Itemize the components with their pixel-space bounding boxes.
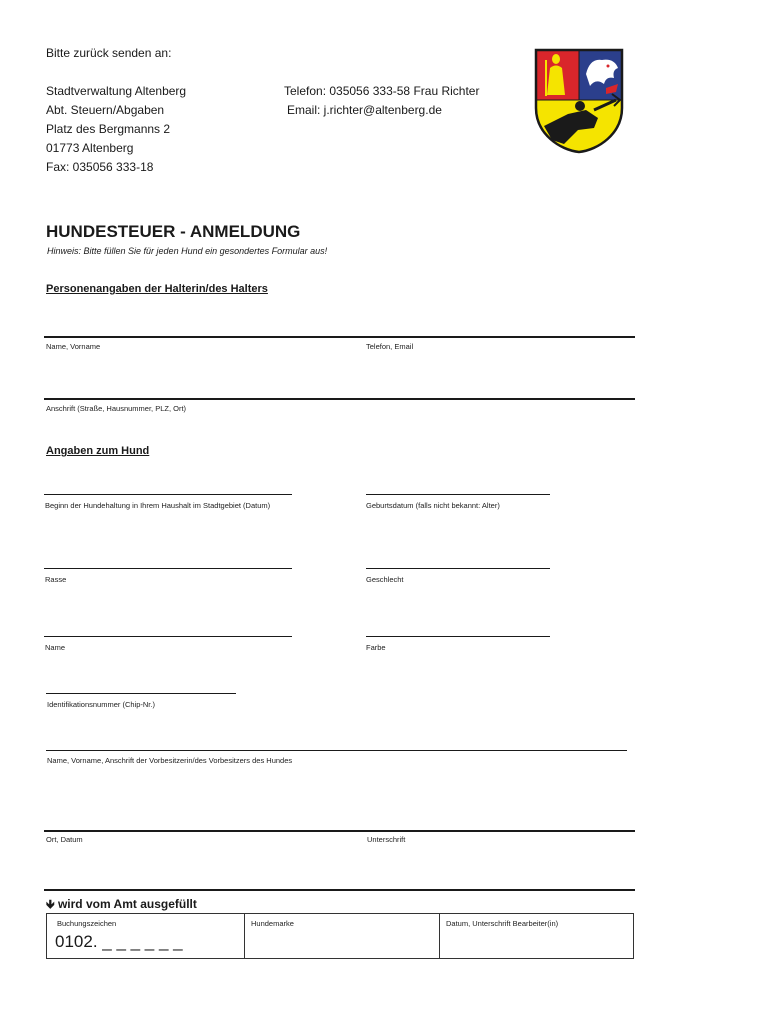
address-line: Platz des Bergmanns 2 bbox=[46, 122, 171, 136]
dog-breed-line[interactable] bbox=[44, 568, 292, 569]
booking-value: 0102. _ _ _ _ _ _ bbox=[55, 932, 183, 951]
dog-section-heading: Angaben zum Hund bbox=[46, 445, 150, 457]
previous-owner-line[interactable] bbox=[46, 750, 627, 751]
dog-breed-label: Rasse bbox=[45, 575, 67, 584]
owner-section-heading: Personenangaben der Halterin/des Halters bbox=[46, 283, 268, 295]
coat-of-arms-icon bbox=[534, 48, 624, 154]
booking-label: Buchungszeichen bbox=[57, 919, 117, 928]
arrow-down-icon: 🡻 bbox=[46, 897, 55, 911]
dog-birth-label: Geburtsdatum (falls nicht bekannt: Alter) bbox=[366, 501, 500, 510]
dog-color-line[interactable] bbox=[366, 636, 550, 637]
return-label: Bitte zurück senden an: bbox=[46, 46, 172, 60]
dog-start-line[interactable] bbox=[44, 494, 292, 495]
dog-sex-line[interactable] bbox=[366, 568, 550, 569]
signature-line[interactable] bbox=[44, 830, 635, 832]
dog-chip-label: Identifikationsnummer (Chip-Nr.) bbox=[47, 700, 155, 709]
contact-info bbox=[284, 82, 479, 120]
dog-chip-line[interactable] bbox=[46, 693, 236, 694]
dog-color-label: Farbe bbox=[366, 643, 386, 652]
address-line: Abt. Steuern/Abgaben bbox=[46, 103, 165, 117]
dog-tag-label: Hundemarke bbox=[251, 919, 294, 928]
owner-address-label: Anschrift (Straße, Hausnummer, PLZ, Ort) bbox=[46, 404, 187, 413]
contact-phone: Telefon: 035056 333-58 Frau Richter bbox=[284, 84, 480, 98]
address-line: Stadtverwaltung Altenberg bbox=[46, 84, 187, 98]
signature-label: Unterschrift bbox=[367, 835, 406, 844]
address-line: 01773 Altenberg bbox=[46, 141, 134, 155]
booking-cell bbox=[46, 913, 245, 959]
address-line: Fax: 035056 333-18 bbox=[46, 160, 154, 174]
clerk-cell bbox=[439, 913, 634, 959]
owner-address-line[interactable] bbox=[44, 398, 635, 400]
dog-name-label: Name bbox=[45, 643, 66, 652]
dog-birth-line[interactable] bbox=[366, 494, 550, 495]
place-date-label: Ort, Datum bbox=[46, 835, 83, 844]
office-divider bbox=[44, 889, 635, 891]
previous-owner-label: Name, Vorname, Anschrift der Vorbesitzerin/des Vorbesitzers des Hundes bbox=[47, 756, 293, 765]
owner-name-line[interactable] bbox=[44, 336, 635, 338]
dog-name-line[interactable] bbox=[44, 636, 292, 637]
office-heading-text: wird vom Amt ausgefüllt bbox=[57, 897, 197, 911]
form-title: HUNDESTEUER - ANMELDUNG bbox=[46, 222, 301, 241]
form-hint: Hinweis: Bitte füllen Sie für jeden Hund ein gesondertes Formular aus! bbox=[47, 246, 328, 256]
owner-phone-label: Telefon, Email bbox=[366, 342, 414, 351]
clerk-label: Datum, Unterschrift Bearbeiter(in) bbox=[446, 919, 559, 928]
dog-sex-label: Geschlecht bbox=[366, 575, 404, 584]
owner-name-label: Name, Vorname bbox=[46, 342, 101, 351]
contact-email: Email: j.richter@altenberg.de bbox=[287, 103, 442, 117]
return-address bbox=[46, 82, 186, 177]
dog-start-label: Beginn der Hundehaltung in Ihrem Haushalt im Stadtgebiet (Datum) bbox=[45, 501, 271, 510]
dog-tag-cell bbox=[244, 913, 440, 959]
